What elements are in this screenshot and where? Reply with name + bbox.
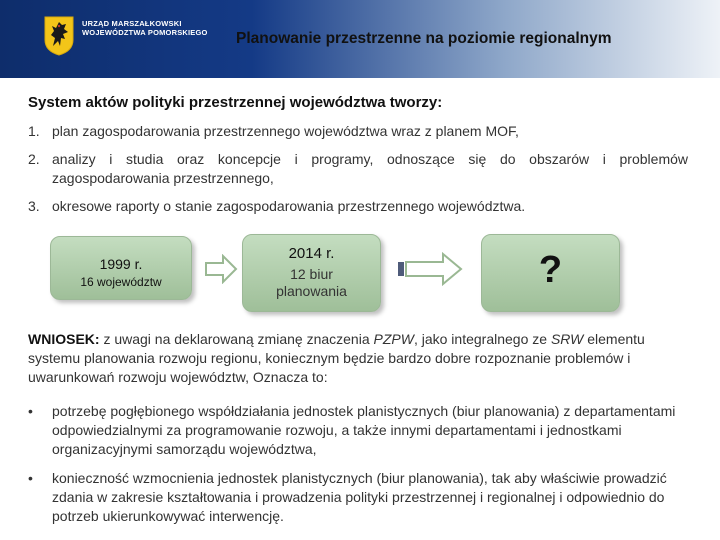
conclusion-label: WNIOSEK: <box>28 331 100 347</box>
org-line-2: WOJEWÓDZTWA POMORSKIEGO <box>82 28 208 37</box>
bullet-marker: • <box>28 470 33 486</box>
conclusion-text-a: z uwagi na deklarowaną zmianę znaczenia <box>99 331 374 347</box>
org-line-1: URZĄD MARSZAŁKOWSKI <box>82 19 182 28</box>
list-number: 3. <box>28 198 40 214</box>
bullet-marker: • <box>28 403 33 419</box>
box-2014-year: 2014 r. <box>288 245 335 262</box>
box-1999-year: 1999 r. <box>99 256 143 272</box>
box-2014 <box>242 234 381 312</box>
question-mark: ? <box>538 249 563 291</box>
bullet-text: potrzebę pogłębionego współdziałania jednostek planistycznych (biur planowania) z departamentami odpowiedzialnymi za programowanie rozwoju, a także innymi departamentami i jednostkami organizacyjnymi samorządu województwa, <box>52 403 676 457</box>
box-2014-subtitle-line-2: planowania <box>276 283 347 299</box>
box-1999 <box>50 236 192 300</box>
bullet-item <box>28 402 688 459</box>
box-2014-subtitle <box>243 266 380 300</box>
conclusion-italic-srw: SRW <box>550 331 584 347</box>
box-unknown <box>481 234 620 312</box>
page-title: Planowanie przestrzenne na poziomie regionalnym <box>236 30 612 47</box>
list-text: plan zagospodarowania przestrzennego województwa wraz z planem MOF, <box>52 123 519 139</box>
conclusion-text-b: , jako integralnego ze <box>413 331 551 347</box>
header-bar <box>0 0 720 78</box>
list-item <box>28 150 688 188</box>
list-item <box>28 122 688 141</box>
bullet-text: konieczność wzmocnienia jednostek planistycznych (biur planowania), tak aby właściwie prowadzić zdania w zakresie kształtowania i prowadzenia polityki przestrzennej i regionalnej i odpowiednio do potrzeb ukierunkowywać interwencję. <box>52 470 667 524</box>
conclusion-paragraph <box>28 330 688 387</box>
arrow-right-icon <box>397 252 465 286</box>
list-item <box>28 197 688 216</box>
list-number: 1. <box>28 123 40 139</box>
arrow-right-icon <box>204 254 238 284</box>
box-2014-subtitle-line-1: 12 biur <box>290 266 333 282</box>
bullet-list <box>28 402 688 536</box>
list-text: okresowe raporty o stanie zagospodarowania przestrzennego województwa. <box>52 198 526 214</box>
intro-heading: System aktów polityki przestrzennej województwa tworzy: <box>28 94 443 111</box>
conclusion-italic-pzpw: PZPW <box>373 331 414 347</box>
griffin-coat-of-arms-icon <box>44 16 74 56</box>
list-text: analizy i studia oraz koncepcje i programy, odnoszące się do obszarów i problemów zagospodarowania przestrzennego, <box>52 151 688 186</box>
conclusion-text-c: elementu systemu planowania rozwoju regionu, koniecznym będzie bardzo dobre rozpoznanie problemów i uwarunkowań rozwoju województw, Oznacza to: <box>28 331 645 385</box>
organization-name <box>82 19 208 37</box>
bullet-item <box>28 469 688 526</box>
box-1999-subtitle: 16 województw <box>80 275 162 289</box>
numbered-list <box>28 122 688 225</box>
list-number: 2. <box>28 151 40 167</box>
